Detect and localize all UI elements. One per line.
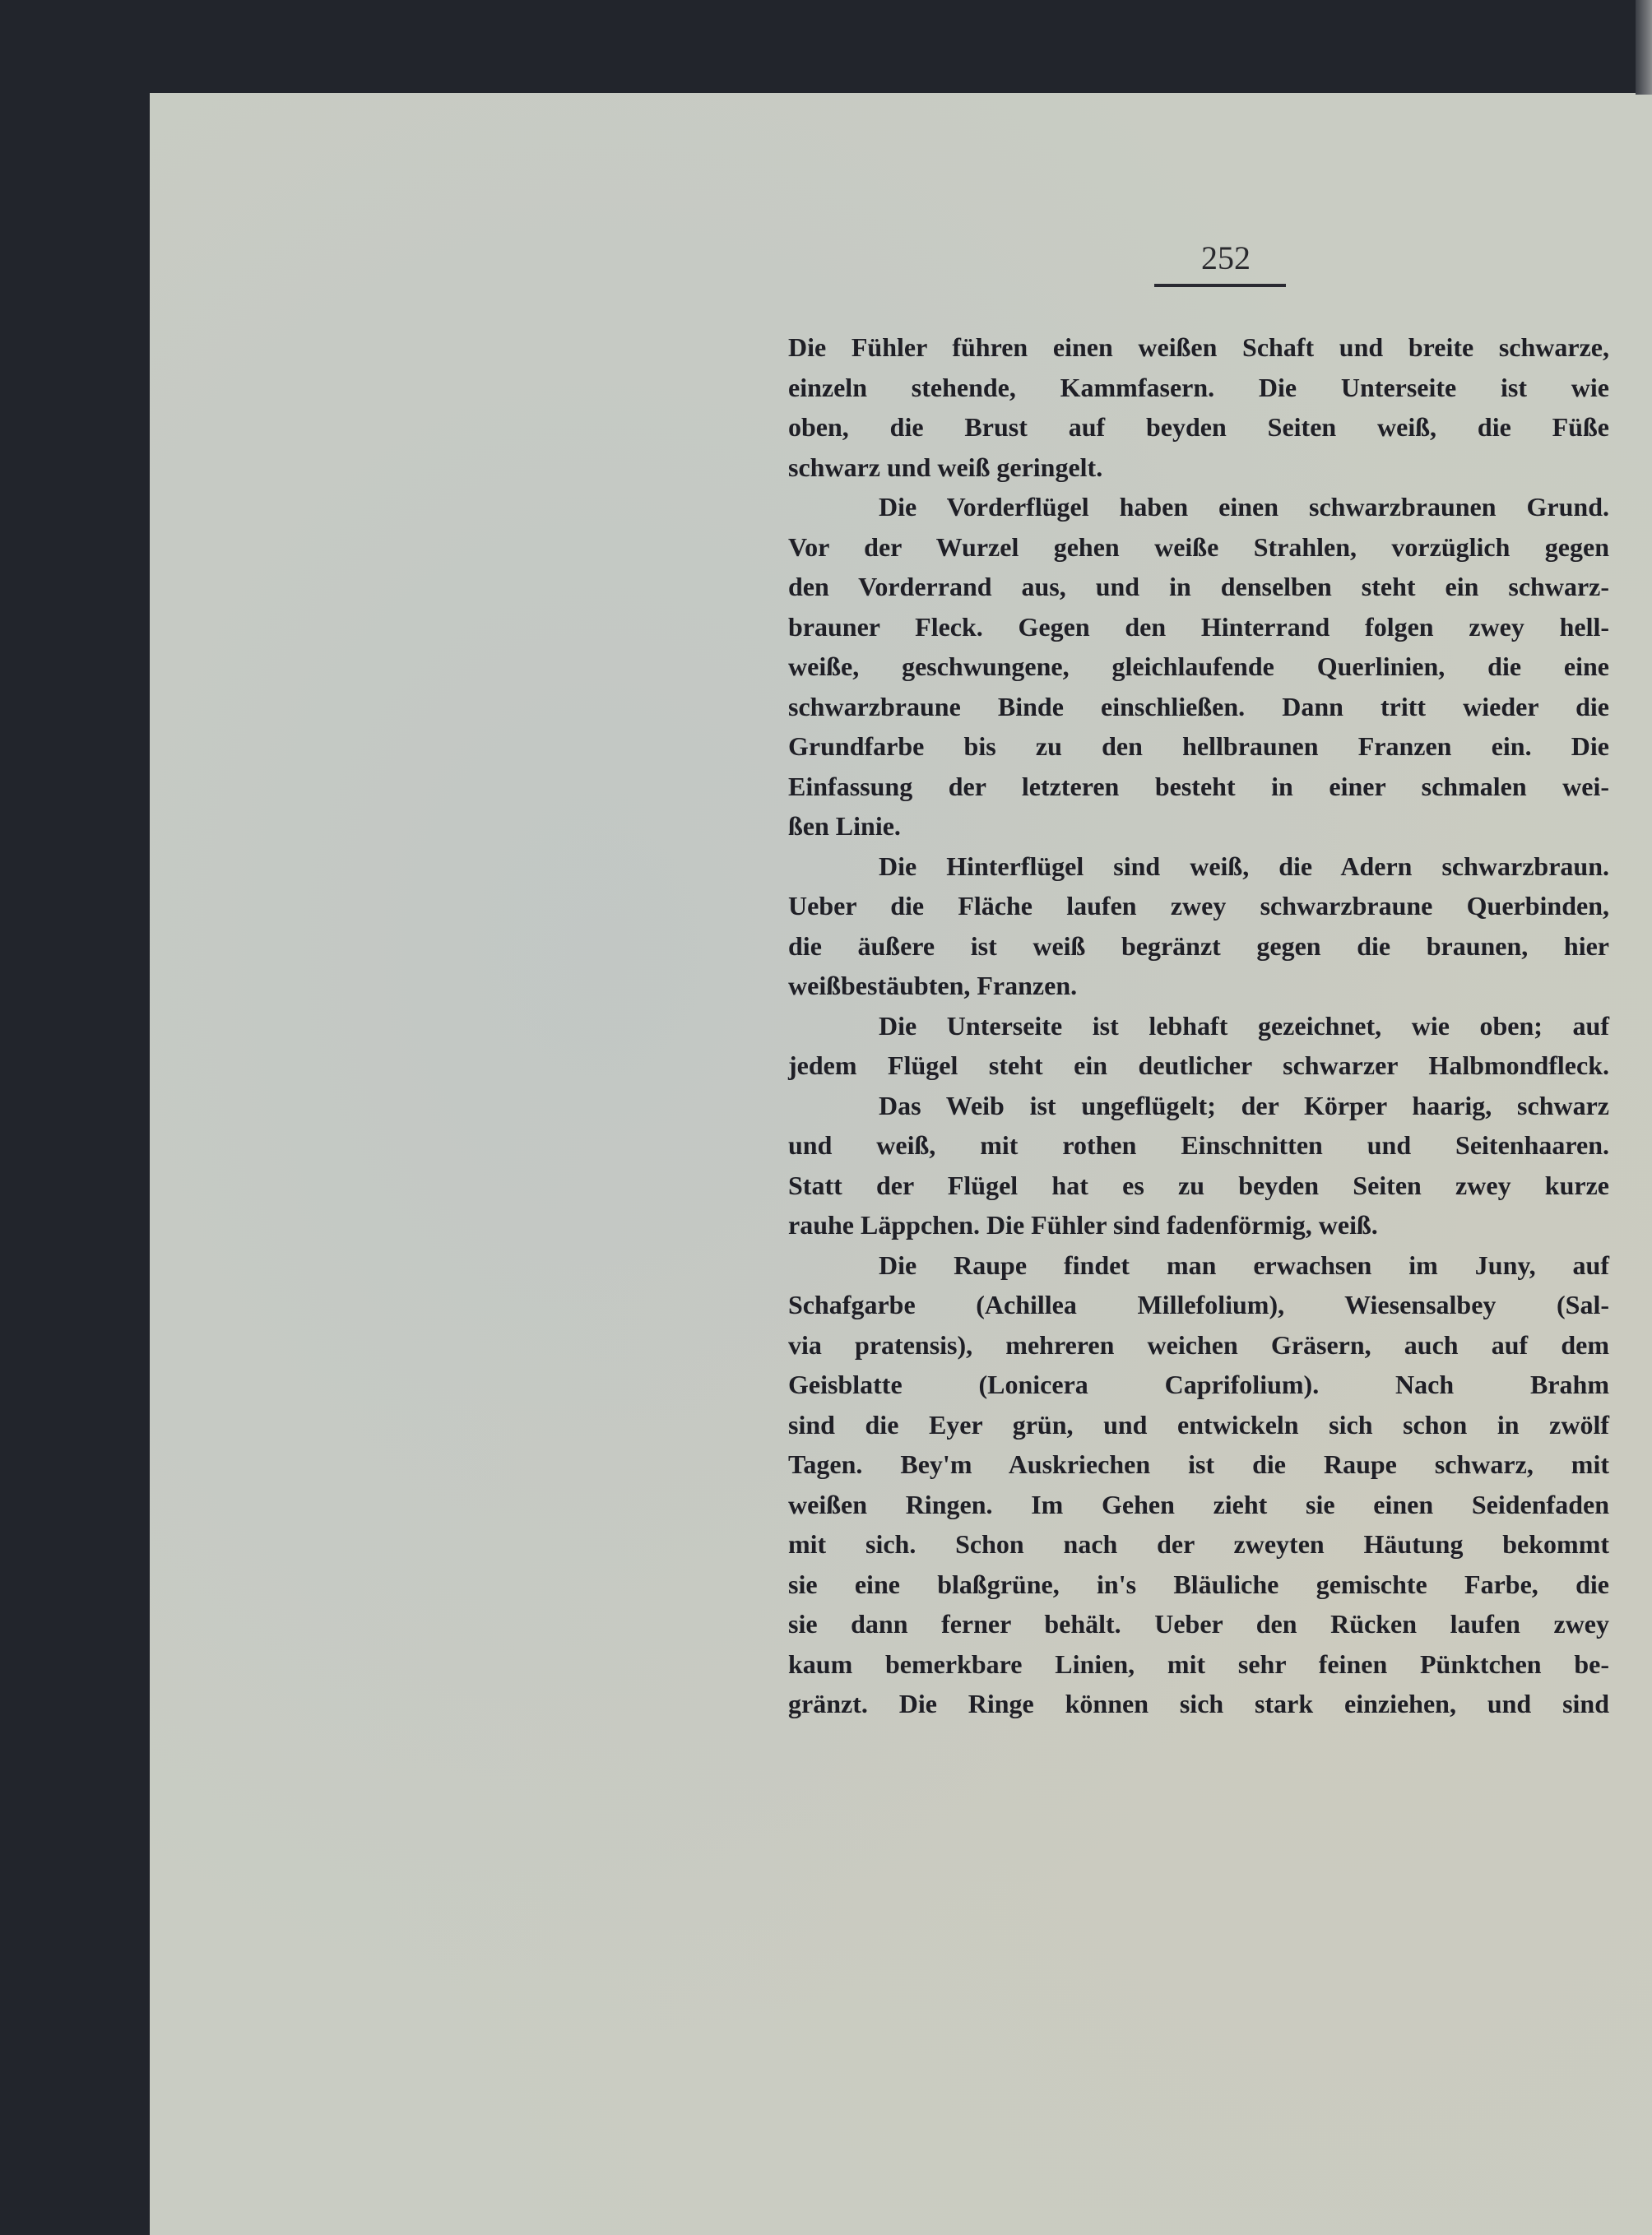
text-line: sind die Eyer grün, und entwickeln sich schon in zwölf — [788, 1409, 1609, 1440]
text-line: Statt der Flügel hat es zu beyden Seiten zwey kurze — [788, 1170, 1609, 1200]
text-line: sie eine blaßgrüne, in's Bläuliche gemischte Farbe, die — [788, 1569, 1609, 1599]
text-line: ßen Linie. — [788, 811, 901, 841]
text-line: rauhe Läppchen. Die Fühler sind fadenförmig, weiß. — [788, 1210, 1378, 1240]
text-line: schwarzbraune Binde einschließen. Dann tritt wieder die — [788, 691, 1609, 721]
text-line: mit sich. Schon nach der zweyten Häutung bekommt — [788, 1529, 1609, 1559]
body-text — [788, 327, 1609, 1724]
text-line: gränzt. Die Ringe können sich stark einziehen, und sind — [788, 1689, 1609, 1718]
text-line: Die Hinterflügel sind weiß, die Adern schwarzbraun. — [879, 851, 1609, 881]
text-line: oben, die Brust auf beyden Seiten weiß, die Füße — [788, 412, 1609, 442]
text-line: Ueber die Fläche laufen zwey schwarzbraune Querbinden, — [788, 891, 1609, 920]
text-line: jedem Flügel steht ein deutlicher schwarzer Halbmondfleck. — [788, 1050, 1609, 1080]
text-line: und weiß, mit rothen Einschnitten und Seitenhaaren. — [788, 1130, 1609, 1160]
text-line: weißen Ringen. Im Gehen zieht sie einen Seidenfaden — [788, 1489, 1609, 1519]
text-line: Die Unterseite ist lebhaft gezeichnet, wie oben; auf — [879, 1010, 1609, 1041]
text-line: via pratensis), mehreren weichen Gräsern, auch auf dem — [788, 1329, 1609, 1360]
text-line: weißbestäubten, Franzen. — [788, 971, 1078, 1000]
text-line: weiße, geschwungene, gleichlaufende Querlinien, die eine — [788, 651, 1609, 681]
page-number-rule — [1154, 284, 1286, 287]
text-line: den Vorderrand aus, und in denselben steht ein schwarz- — [788, 572, 1609, 601]
text-line: einzeln stehende, Kammfasern. Die Unterseite ist wie — [788, 372, 1609, 402]
text-line: Schafgarbe (Achillea Millefolium), Wiesensalbey (Sal- — [788, 1290, 1609, 1319]
text-line: Einfassung der letzteren besteht in einer schmalen wei- — [788, 771, 1609, 801]
text-line: Grundfarbe bis zu den hellbraunen Franzen ein. Die — [788, 731, 1609, 761]
text-line: Die Vorderflügel haben einen schwarzbraunen Grund. — [879, 492, 1609, 522]
text-line: die äußere ist weiß begränzt gegen die braunen, hier — [788, 930, 1609, 961]
text-line: Die Fühler führen einen weißen Schaft und breite schwarze, — [788, 332, 1609, 362]
scan-edge — [1636, 0, 1652, 95]
text-line: kaum bemerkbare Linien, mit sehr feinen Pünktchen be- — [788, 1648, 1609, 1679]
text-line: sie dann ferner behält. Ueber den Rücken laufen zwey — [788, 1609, 1609, 1639]
text-line: Die Raupe findet man erwachsen im Juny, auf — [879, 1250, 1609, 1280]
text-line: schwarz und weiß geringelt. — [788, 452, 1103, 482]
text-line: Vor der Wurzel gehen weiße Strahlen, vorzüglich gegen — [788, 531, 1609, 562]
text-line: Tagen. Bey'm Auskriechen ist die Raupe schwarz, mit — [788, 1449, 1609, 1479]
text-line: brauner Fleck. Gegen den Hinterrand folgen zwey hell- — [788, 611, 1609, 642]
text-line: Geisblatte (Lonicera Caprifolium). Nach Brahm — [788, 1370, 1609, 1399]
page-number: 252 — [1201, 239, 1251, 276]
text-line: Das Weib ist ungeflügelt; der Körper haarig, schwarz — [879, 1090, 1609, 1120]
